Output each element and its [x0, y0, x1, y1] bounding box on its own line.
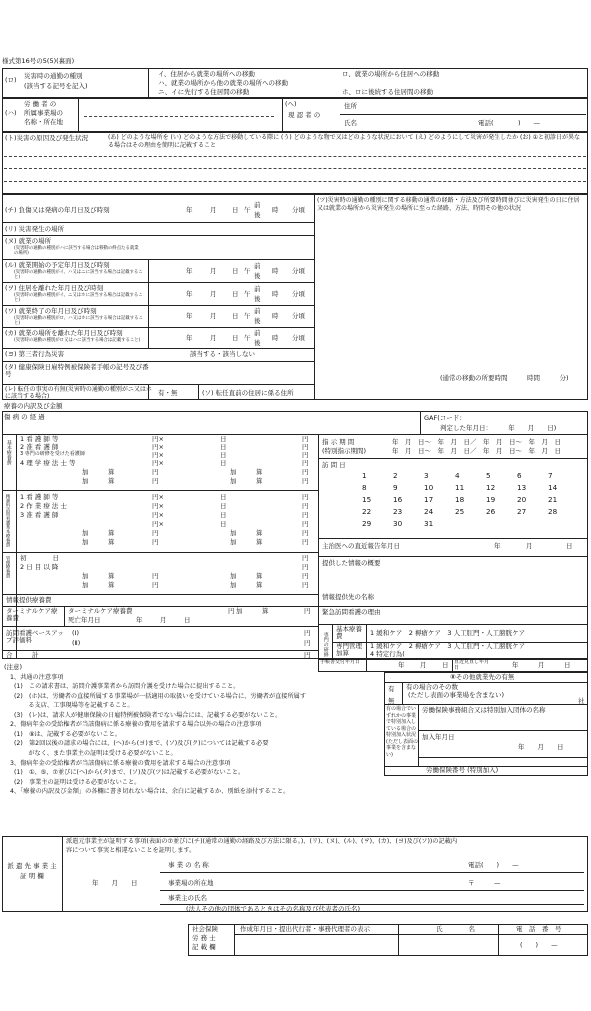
note-line: (1) ①、⑤、⑦並びに(へ)から(タ)まで、(ソ)及び(ツ)は記載する必要がないこと。 — [14, 769, 245, 777]
note-line: (2) 事業主の証明は受ける必要がないこと。 — [14, 778, 141, 786]
calendar-day: 22 — [362, 507, 372, 516]
calendar-day: 11 — [455, 483, 465, 492]
note-line: 2、傷病年金の受給権者が当該傷病に係る療養の費用を請求する場合以外の場合の注意事項 — [10, 721, 262, 729]
calendar-day: 29 — [362, 519, 372, 528]
note-line: がなく、また事業主の証明は受ける必要がないこと。 — [14, 749, 177, 757]
visit-calendar — [352, 472, 586, 534]
note-line: (2) 第2回以後の請求の場合には、(ヘ)から(ヨ)まで、(ソ)及び(ク)については記載する必要 — [14, 740, 269, 748]
form-id: 様式第16号の5(5)(裏面) — [2, 57, 75, 65]
calendar-day: 20 — [517, 495, 527, 504]
note-line: (3) (レ)は、請求人が健康保険の日雇特例被保険者でない場合には、記載する必要がないこと。 — [14, 711, 282, 719]
wa-datetime: 年 月 日 午 前 後 時 分頃 — [186, 307, 305, 325]
calendar-day: 12 — [486, 483, 496, 492]
commute-opt-ro: ロ、就業の場所から住居への移動 — [342, 70, 440, 78]
calendar-day: 28 — [548, 507, 558, 516]
note-line: る支店、工事現場等を記載すること。 — [14, 702, 134, 710]
calendar-day: 9 — [393, 483, 398, 492]
wo-datetime: 年 月 日 午 前 後 時 分頃 — [186, 285, 305, 303]
calendar-day: 7 — [548, 471, 553, 480]
mgmt-fee-block: 初 日 2 日 目 以 降 加 算 加 算 円 円 加 算 加 算 円 円 円 円 — [20, 554, 309, 589]
calendar-day: 17 — [424, 495, 434, 504]
commute-label: 災害時の通勤の種別 — [24, 72, 83, 80]
calendar-day: 4 — [455, 471, 460, 480]
calendar-day: 1 — [362, 471, 367, 480]
commute-opt-i: イ、住居から就業の場所への移動 — [158, 70, 255, 78]
calendar-day: 10 — [424, 483, 434, 492]
calendar-day: 16 — [393, 495, 403, 504]
commute-ro: (ロ) — [5, 76, 17, 84]
calendar-day: 2 — [393, 471, 398, 480]
calendar-day: 30 — [393, 519, 403, 528]
commute-label-sub: (該当する記号を記入) — [24, 82, 88, 90]
calendar-day: 8 — [362, 483, 367, 492]
calendar-day: 31 — [424, 519, 434, 528]
note-line: (2) (ホ)は、労働者の直接所属する事業場が一括適用の取扱いを受けている場合に、労働者が直接所属す — [14, 692, 307, 700]
chi-datetime: 年 月 日 午 前 後 時 分頃 — [186, 201, 305, 219]
calendar-day: 5 — [486, 471, 491, 480]
calendar-day: 6 — [517, 471, 522, 480]
calendar-day: 27 — [517, 507, 527, 516]
calendar-day: 15 — [362, 495, 372, 504]
commute-opt-ni: ニ、イに先行する住居間の移動 — [158, 88, 250, 96]
ka-datetime: 年 月 日 午 前 後 時 分頃 — [186, 329, 305, 347]
note-line: (1) この請求書は、訪問介護事業者から訪問介護を受けた場合に提出すること。 — [14, 683, 240, 691]
calendar-day: 23 — [393, 507, 403, 516]
calendar-day: 25 — [455, 507, 465, 516]
note-line: 1、共通の注意事項 — [10, 673, 64, 681]
note-line: 3、傷病年金の受給権者が当該傷病に係る療養の費用を請求する場合の注意事項 — [10, 759, 231, 767]
treatment-title: 療養の内訳及び金額 — [4, 402, 63, 410]
calendar-day: 14 — [548, 483, 558, 492]
note-line: (1) ⑧は、記載する必要がないこと。 — [14, 730, 122, 738]
note-line: 4、「療養の内訳及び金額」の各欄に書き切れない場合は、余白に記載するか、別紙を添付すること。 — [10, 788, 290, 796]
calendar-day: 3 — [424, 471, 429, 480]
calendar-day: 19 — [486, 495, 496, 504]
ru-datetime: 年 月 日 午 前 後 時 分頃 — [186, 262, 305, 280]
calendar-day: 26 — [486, 507, 496, 516]
commute-opt-ha: ハ、就業の場所から他の就業の場所への移動 — [158, 79, 288, 87]
calendar-day: 18 — [455, 495, 465, 504]
calendar-day: 13 — [517, 483, 527, 492]
calendar-day: 21 — [548, 495, 558, 504]
commute-opt-ho: ホ、ロに後続する住居間の移動 — [342, 88, 433, 96]
notes-block — [4, 664, 384, 795]
notes-title: (注意) — [4, 663, 23, 671]
psych-fee-block: 1 看 護 師 等 2 作 業 療 法 士 3 准 看 護 師 加 算 加 算 円× 円× 円× 円× 円 円 日 日 日 日 加 算 加 算 円 円 円 円 円 円 — [20, 493, 309, 546]
commute-section — [2, 68, 588, 98]
basic-fee-block: 1 看 護 師 等 2 准 看 護 師 3 専門の研修を受けた看護師 4 理 学 療 法 士 等 加 算 加 算 円× 円× 円× 円× 円 円 日 日 日 日 加 算 加 算 円 円 円 円 円 円 — [20, 435, 309, 485]
calendar-day: 24 — [424, 507, 434, 516]
